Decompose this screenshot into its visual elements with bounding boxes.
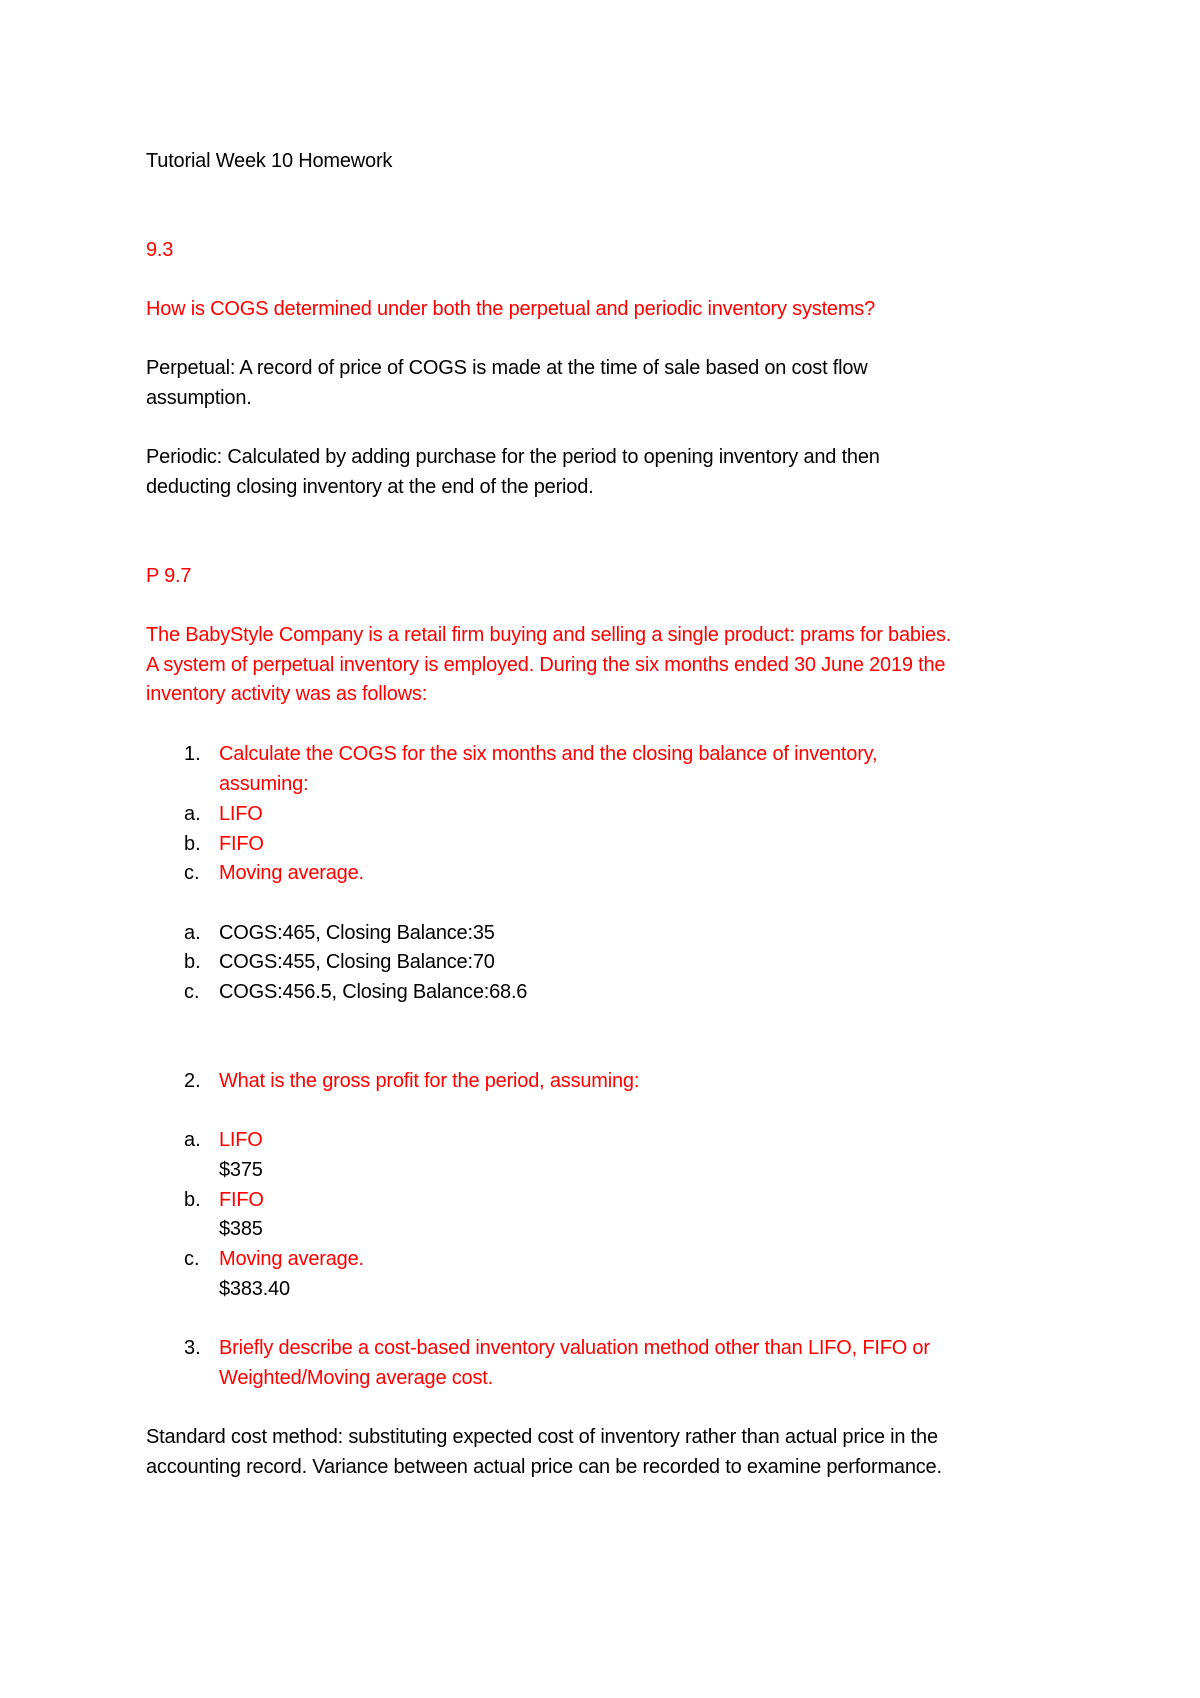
q1-text-line-2: assuming: (219, 773, 309, 795)
problem-number-p-9-7: P 9.7 (146, 565, 192, 587)
q2-option-a-label: LIFO (219, 1129, 263, 1151)
perpetual-answer-line-1: Perpetual: A record of price of COGS is made at the time of sale based on cost flow (146, 357, 868, 379)
q1-option-c-marker: c. (184, 862, 200, 884)
q2-option-b-marker: b. (184, 1189, 201, 1211)
q1-option-a-label: LIFO (219, 803, 263, 825)
periodic-answer-line-1: Periodic: Calculated by adding purchase for the period to opening inventory and then (146, 446, 880, 468)
q1-option-a-marker: a. (184, 803, 201, 825)
q2-option-c-marker: c. (184, 1248, 200, 1270)
question-9-3-text: How is COGS determined under both the perpetual and periodic inventory systems? (146, 298, 876, 320)
q3-marker: 3. (184, 1337, 201, 1359)
q1-answer-b-text: COGS:455, Closing Balance:70 (219, 951, 495, 973)
question-number-9-3: 9.3 (146, 239, 174, 261)
perpetual-answer-line-2: assumption. (146, 387, 252, 409)
q1-option-c-label: Moving average. (219, 862, 364, 884)
q2-marker: 2. (184, 1070, 201, 1092)
q1-answer-c-marker: c. (184, 981, 200, 1003)
q3-text-line-1: Briefly describe a cost-based inventory valuation method other than LIFO, FIFO or (219, 1337, 930, 1359)
q2-text: What is the gross profit for the period, assuming: (219, 1070, 640, 1092)
q3-answer-line-1: Standard cost method: substituting expected cost of inventory rather than actual price in the (146, 1426, 938, 1448)
q1-answer-a-marker: a. (184, 922, 201, 944)
document-title: Tutorial Week 10 Homework (146, 150, 393, 172)
problem-intro-line-3: inventory activity was as follows: (146, 683, 428, 705)
q3-text-line-2: Weighted/Moving average cost. (219, 1367, 493, 1389)
q1-text-line-1: Calculate the COGS for the six months and the closing balance of inventory, (219, 743, 878, 765)
q2-option-c-label: Moving average. (219, 1248, 364, 1270)
q1-answer-b-marker: b. (184, 951, 201, 973)
periodic-answer-line-2: deducting closing inventory at the end of the period. (146, 476, 594, 498)
q1-option-b-label: FIFO (219, 833, 264, 855)
q1-marker: 1. (184, 743, 201, 765)
q1-answer-a-text: COGS:465, Closing Balance:35 (219, 922, 495, 944)
q2-option-b-label: FIFO (219, 1189, 264, 1211)
q1-option-b-marker: b. (184, 833, 201, 855)
q2-option-a-answer: $375 (219, 1159, 263, 1181)
q1-answer-c-text: COGS:456.5, Closing Balance:68.6 (219, 981, 528, 1003)
problem-intro-line-2: A system of perpetual inventory is employed. During the six months ended 30 June 2019 the (146, 654, 946, 676)
q3-answer-line-2: accounting record. Variance between actual price can be recorded to examine performance. (146, 1456, 942, 1478)
q2-option-c-answer: $383.40 (219, 1278, 290, 1300)
problem-intro-line-1: The BabyStyle Company is a retail firm buying and selling a single product: prams for babies. (146, 624, 952, 646)
q2-option-b-answer: $385 (219, 1218, 263, 1240)
q2-option-a-marker: a. (184, 1129, 201, 1151)
